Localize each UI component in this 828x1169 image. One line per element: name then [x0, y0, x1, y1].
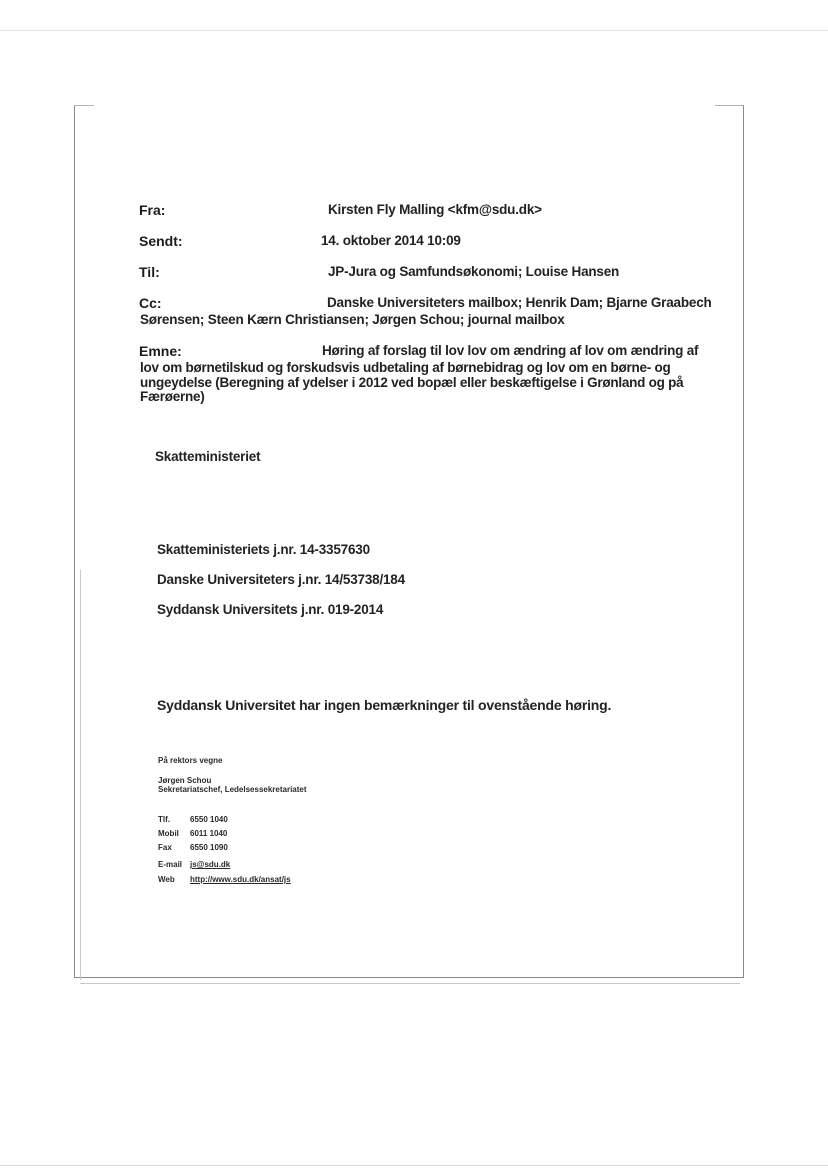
scan-edge-bottom [0, 1165, 828, 1166]
contact-email-label: E-mail [158, 860, 183, 869]
signature-name: Jørgen Schou [158, 776, 212, 785]
to-label: Til: [139, 264, 160, 280]
contact-web-link[interactable]: http://www.sdu.dk/ansat/js [190, 875, 291, 884]
recipient-name: Skatteministeriet [155, 449, 261, 464]
scan-edge-top [0, 30, 828, 31]
contact-phone-value: 6550 1040 [190, 815, 228, 824]
cc-value-line1: Danske Universiteters mailbox; Henrik Dam; Bjarne Graabech [327, 295, 712, 310]
to-value: JP-Jura og Samfundsøkonomi; Louise Hansen [328, 264, 620, 279]
frame-corner-top-right [715, 105, 743, 106]
statement: Syddansk Universitet har ingen bemærkninger til ovenstående høring. [157, 697, 612, 713]
reference-danske-universiteter: Danske Universiteters j.nr. 14/53738/184 [157, 572, 405, 587]
from-label: Fra: [139, 202, 166, 218]
sent-label: Sendt: [139, 233, 183, 249]
subject-label: Emne: [139, 343, 182, 359]
subject-line1: Høring af forslag til lov lov om ændring af lov om ændring af [322, 343, 699, 358]
cc-value-line2: Sørensen; Steen Kærn Christiansen; Jørgen Schou; journal mailbox [140, 312, 565, 327]
from-value: Kirsten Fly Malling <kfm@sdu.dk> [328, 202, 542, 217]
contact-web-label: Web [158, 875, 175, 884]
cc-label: Cc: [139, 295, 162, 311]
contact-mobile-value: 6011 1040 [190, 829, 228, 838]
reference-skatteministeriet: Skatteministeriets j.nr. 14-3357630 [157, 542, 370, 557]
subject-line3: ungeydelse (Beregning af ydelser i 2012 ved bopæl eller beskæftigelse i Grønland og på [140, 375, 684, 390]
subject-line2: lov om børnetilskud og forskudsvis udbetaling af børnebidrag og lov om en børne- og [140, 360, 671, 375]
sent-value: 14. oktober 2014 10:09 [321, 233, 461, 248]
inner-border-left [80, 570, 81, 980]
frame-corner-top-left [74, 105, 94, 106]
contact-phone-label: Tlf. [158, 815, 170, 824]
contact-mobile-label: Mobil [158, 829, 179, 838]
reference-syddansk-universitet: Syddansk Universitets j.nr. 019-2014 [157, 602, 384, 617]
signature-title: Sekretariatschef, Ledelsessekretariatet [158, 785, 307, 794]
inner-border-bottom [80, 983, 740, 984]
contact-fax-value: 6550 1090 [190, 843, 228, 852]
contact-fax-label: Fax [158, 843, 172, 852]
subject-line4: Færøerne) [140, 389, 205, 404]
signature-on-behalf: På rektors vegne [158, 756, 223, 765]
contact-email-link[interactable]: js@sdu.dk [190, 860, 231, 869]
